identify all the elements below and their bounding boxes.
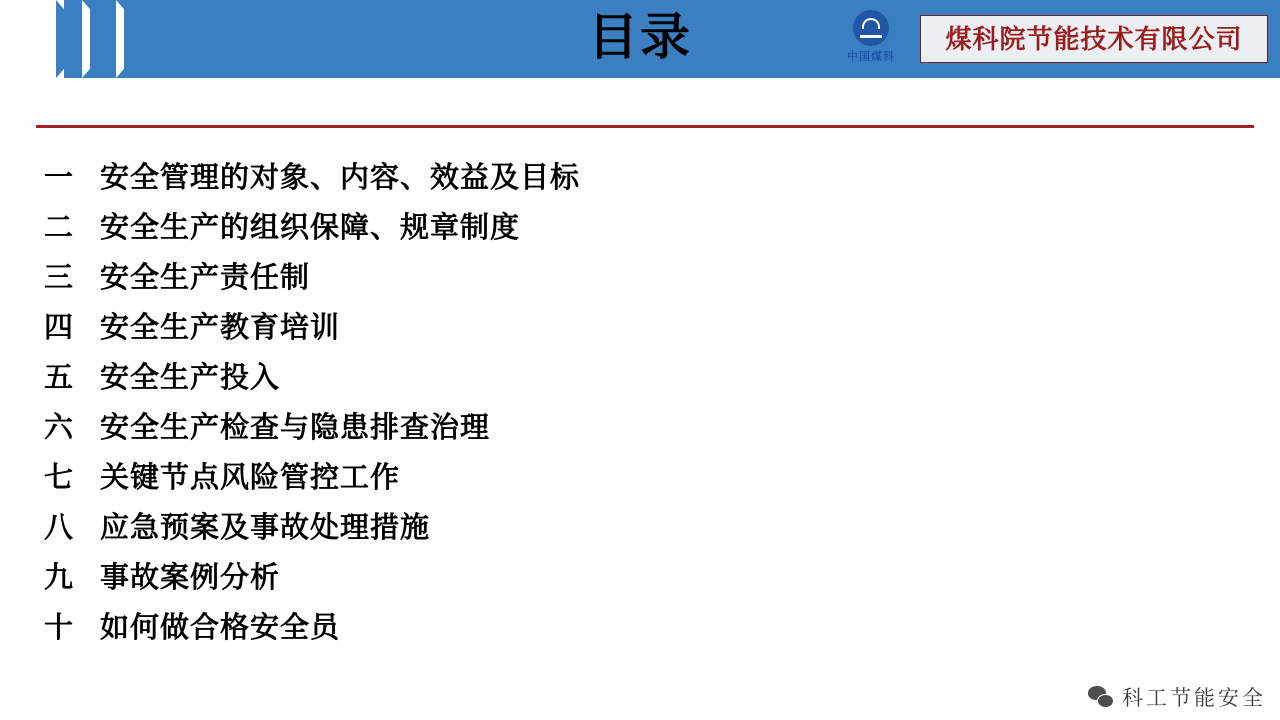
toc-item-label: 安全生产的组织保障、规章制度 [100,212,521,244]
wechat-icon [1088,686,1114,708]
toc-item[interactable] [44,605,1144,655]
toc-item-number: 五 [44,362,75,394]
table-of-contents [44,155,1144,655]
toc-item-number: 十 [44,612,75,644]
coal-science-logo-icon [853,10,889,46]
toc-item-number: 四 [44,312,75,344]
toc-item[interactable] [44,555,1144,605]
toc-item-label: 安全生产投入 [100,362,281,394]
toc-item[interactable] [44,505,1144,555]
toc-item-label: 如何做合格安全员 [100,612,341,644]
toc-item-number: 九 [44,562,75,594]
toc-item[interactable] [44,355,1144,405]
title-divider [36,125,1254,128]
toc-item-label: 安全生产责任制 [100,262,311,294]
toc-item-number: 六 [44,412,75,444]
toc-item-number: 二 [44,212,75,244]
toc-item-number: 七 [44,462,75,494]
toc-item-number: 一 [44,162,75,194]
toc-item-label: 应急预案及事故处理措施 [100,512,431,544]
toc-item-label: 关键节点风险管控工作 [100,462,401,494]
toc-item[interactable] [44,405,1144,455]
toc-item-label: 安全管理的对象、内容、效益及目标 [100,162,581,194]
page-title: 目录 [588,9,692,65]
company-name-box: 煤科院节能技术有限公司 [920,15,1268,63]
toc-item[interactable] [44,155,1144,205]
toc-item[interactable] [44,455,1144,505]
toc-item-number: 三 [44,262,75,294]
footer-watermark [1088,682,1266,712]
slide-header [0,0,1280,78]
toc-item-label: 事故案例分析 [100,562,281,594]
toc-item-label: 安全生产教育培训 [100,312,341,344]
toc-item-label: 安全生产检查与隐患排查治理 [100,412,491,444]
toc-item[interactable] [44,205,1144,255]
company-logo [834,10,908,70]
toc-item[interactable] [44,305,1144,355]
toc-item-number: 八 [44,512,75,544]
toc-item[interactable] [44,255,1144,305]
logo-caption: 中国煤科 [847,51,895,63]
footer-watermark-label: 科工节能安全 [1122,686,1266,710]
